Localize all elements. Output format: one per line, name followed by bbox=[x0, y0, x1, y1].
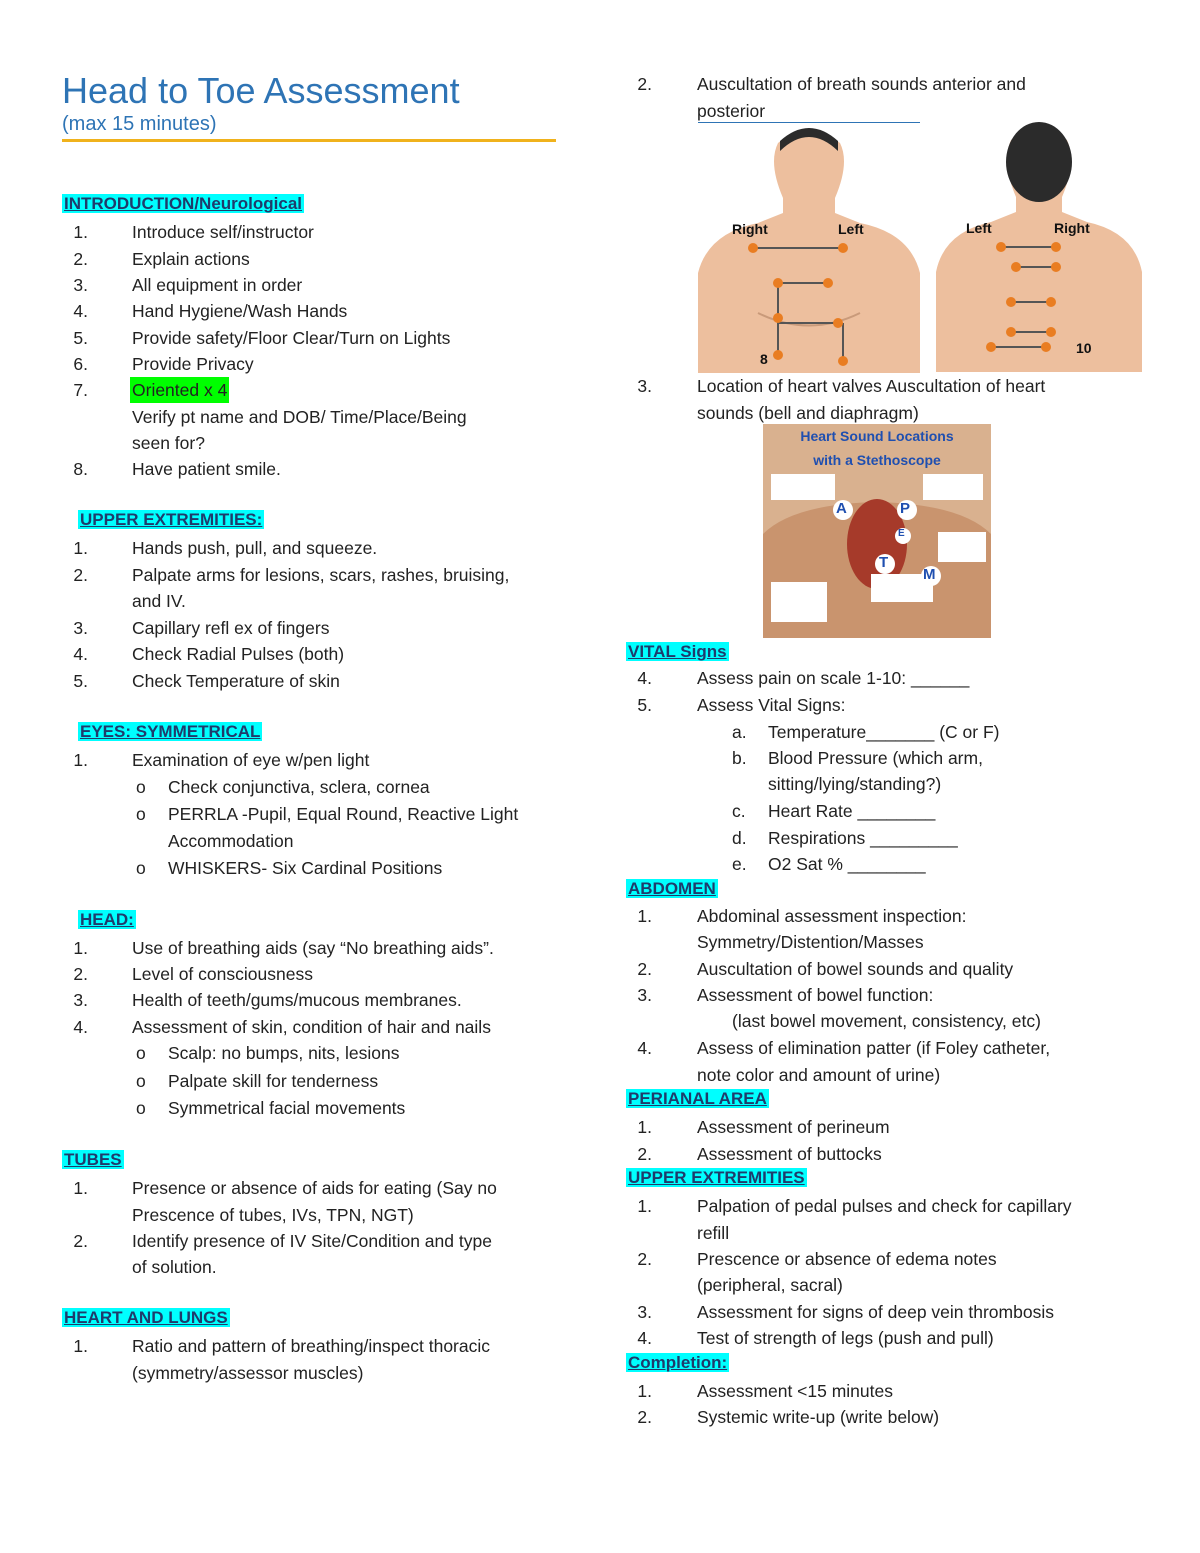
bullet-marker: o bbox=[136, 777, 146, 797]
posterior-back-figure bbox=[936, 122, 1142, 372]
bullet-marker: o bbox=[136, 858, 146, 878]
page-title: Head to Toe Assessment bbox=[62, 70, 460, 111]
figure-title-line1: Heart Sound Locations bbox=[800, 428, 954, 444]
figure-label: Left bbox=[838, 221, 864, 237]
section-heading-vital-signs: VITAL Signs bbox=[628, 642, 727, 661]
section-heading-eyes: EYES: SYMMETRICAL bbox=[80, 722, 261, 741]
section-heading-upper-extremities-2: UPPER EXTREMITIES bbox=[628, 1168, 805, 1187]
figure-label: 10 bbox=[1076, 340, 1092, 356]
section-heading-perianal-area: PERIANAL AREA bbox=[628, 1089, 767, 1108]
anterior-chest-figure bbox=[698, 122, 920, 373]
oriented-highlight: Oriented x 4 bbox=[130, 377, 229, 403]
posterior-torso-illustration bbox=[936, 122, 1142, 372]
section-heading-head: HEAD: bbox=[80, 910, 134, 929]
bullet-marker: o bbox=[136, 1098, 146, 1118]
title-underline-rule bbox=[62, 139, 556, 142]
figure-label: Right bbox=[732, 221, 768, 237]
section-heading-upper-extremities: UPPER EXTREMITIES: bbox=[80, 510, 263, 529]
anterior-torso-illustration bbox=[698, 123, 920, 373]
figure-label: Right bbox=[1054, 220, 1090, 236]
bullet-marker: o bbox=[136, 1071, 146, 1091]
valve-letter: T bbox=[879, 554, 889, 571]
valve-letter: M bbox=[923, 566, 936, 583]
figure-label: Left bbox=[966, 220, 992, 236]
section-heading-abdomen: ABDOMEN bbox=[628, 879, 716, 898]
page-subtitle: (max 15 minutes) bbox=[62, 113, 217, 135]
section-heading-introduction: INTRODUCTION/Neurological bbox=[64, 194, 303, 213]
bullet-marker: o bbox=[136, 804, 146, 824]
section-heading-tubes: TUBES bbox=[64, 1150, 122, 1169]
heart-sound-locations-figure bbox=[763, 424, 991, 638]
bullet-marker: o bbox=[136, 1043, 146, 1063]
valve-letter: P bbox=[900, 500, 911, 517]
valve-letter: A bbox=[836, 500, 847, 517]
figure-title-line2: with a Stethoscope bbox=[813, 452, 941, 468]
section-heading-completion: Completion: bbox=[628, 1353, 728, 1372]
section-heading-heart-and-lungs: HEART AND LUNGS bbox=[64, 1308, 228, 1327]
valve-letter: E bbox=[898, 528, 905, 539]
figure-label: 8 bbox=[760, 351, 768, 367]
